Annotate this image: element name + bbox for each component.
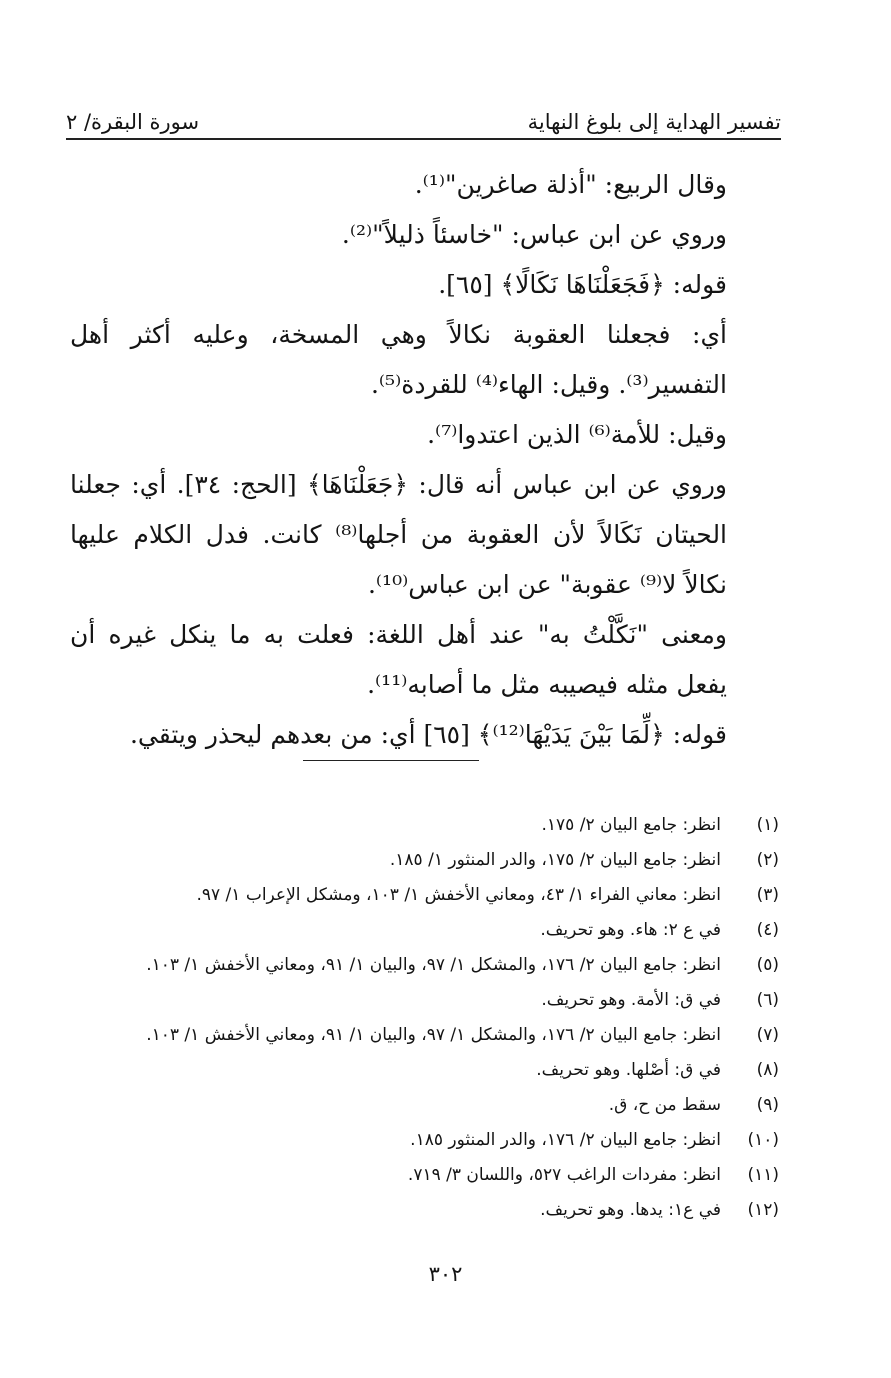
footnote-text: انظر: جامع البيان ٢/ ١٧٦، والمشكل ١/ ٩٧، والبيان ١/ ٩١، ومعاني الأخفش ١/ ١٠٣. xyxy=(146,1025,721,1045)
footnote-number: (٤) xyxy=(756,920,779,940)
footnote-separator xyxy=(303,760,479,761)
surah-label: سورة البقرة/ ٢ xyxy=(66,110,200,134)
page-number: ٣٠٢ xyxy=(428,1262,463,1286)
footnote-text: انظر: جامع البيان ٢/ ١٧٥. xyxy=(541,815,721,835)
footnote xyxy=(70,878,779,913)
paragraph: قوله: ﴿لِّمَا بَيْنَ يَدَيْهَا⁽¹²⁾﴾ [٦٥] أي: من بعدهم ليحذر ويتقي. xyxy=(129,720,727,749)
footnote-number: (٧) xyxy=(756,1025,779,1045)
paragraph: أي: فجعلنا العقوبة نكالاً وهي المسخة، وعليه أكثر أهل التفسير⁽³⁾. وقيل: الهاء⁽⁴⁾ للقردة⁽⁵⁾. xyxy=(70,320,727,399)
footnote-number: (٦) xyxy=(756,990,779,1010)
paragraph: وقيل: للأمة⁽⁶⁾ الذين اعتدوا⁽⁷⁾. xyxy=(427,420,727,449)
paragraph: قوله: ﴿فَجَعَلْنَاهَا نَكَالًا﴾ [٦٥]. xyxy=(438,270,727,299)
footnote xyxy=(70,808,779,843)
footnote-text: انظر: جامع البيان ٢/ ١٧٦، والمشكل ١/ ٩٧، والبيان ١/ ٩١، ومعاني الأخفش ١/ ١٠٣. xyxy=(146,955,721,975)
paragraph: وروي عن ابن عباس: "خاسئاً ذليلاً"⁽²⁾. xyxy=(341,220,727,249)
footnote-text: في ق: أصْلها. وهو تحريف. xyxy=(536,1060,721,1080)
main-text xyxy=(70,160,779,760)
paragraph: ومعنى "نَكَّلْتُ به" عند أهل اللغة: فعلت به ما ينكل غيره أن يفعل مثله فيصيبه مثل ما أصابه⁽¹¹⁾. xyxy=(70,620,727,699)
footnote-number: (٥) xyxy=(756,955,779,975)
footnote-text: في ع ٢: هاء. وهو تحريف. xyxy=(540,920,721,940)
footnote xyxy=(70,1018,779,1053)
footnote xyxy=(70,1053,779,1088)
footnote xyxy=(70,1088,779,1123)
footnote-text: سقط من ح، ق. xyxy=(608,1095,721,1115)
footnote-text: في ع١: يدها. وهو تحريف. xyxy=(540,1200,721,1220)
footnote-text: انظر: جامع البيان ٢/ ١٧٦، والدر المنثور ١٨٥. xyxy=(410,1130,721,1150)
book-title: تفسير الهداية إلى بلوغ النهاية xyxy=(527,110,781,134)
footnote-number: (٢) xyxy=(756,850,779,870)
footnote-text: في ق: الأمة. وهو تحريف. xyxy=(541,990,721,1010)
footnote xyxy=(70,843,779,878)
footnote xyxy=(70,948,779,983)
footnote-text: انظر: جامع البيان ٢/ ١٧٥، والدر المنثور ١/ ١٨٥. xyxy=(389,850,721,870)
footnote-number: (٣) xyxy=(756,885,779,905)
footnotes xyxy=(70,808,779,1228)
footnote-number: (١٠) xyxy=(747,1130,779,1150)
paragraph: وروي عن ابن عباس أنه قال: ﴿جَعَلْنَاهَا﴾ [الحج: ٣٤]. أي: جعلنا الحيتان نَكَالاً لأن العقوبة من أجلها⁽⁸⁾ كانت. فدل الكلام عليها نكالاً لا⁽⁹⁾ عقوبة" عن ابن عباس⁽¹⁰⁾. xyxy=(70,470,728,599)
footnote xyxy=(70,1158,779,1193)
footnote-number: (١١) xyxy=(747,1165,779,1185)
paragraph: وقال الربيع: "أذلة صاغرين"⁽¹⁾. xyxy=(414,170,727,199)
footnote-text: انظر: مفردات الراغب ٥٢٧، واللسان ٣/ ٧١٩. xyxy=(407,1165,721,1185)
header-rule xyxy=(66,138,781,140)
running-header xyxy=(66,100,781,134)
footnote-number: (١) xyxy=(756,815,779,835)
footnote-text: انظر: معاني الفراء ١/ ٤٣، ومعاني الأخفش ١/ ١٠٣، ومشكل الإعراب ١/ ٩٧. xyxy=(196,885,721,905)
footnote xyxy=(70,913,779,948)
footnote xyxy=(70,983,779,1018)
footnote-number: (٩) xyxy=(756,1095,779,1115)
footnote-number: (٨) xyxy=(756,1060,779,1080)
footnote xyxy=(70,1193,779,1228)
footnote-number: (١٢) xyxy=(747,1200,779,1220)
footnote xyxy=(70,1123,779,1158)
